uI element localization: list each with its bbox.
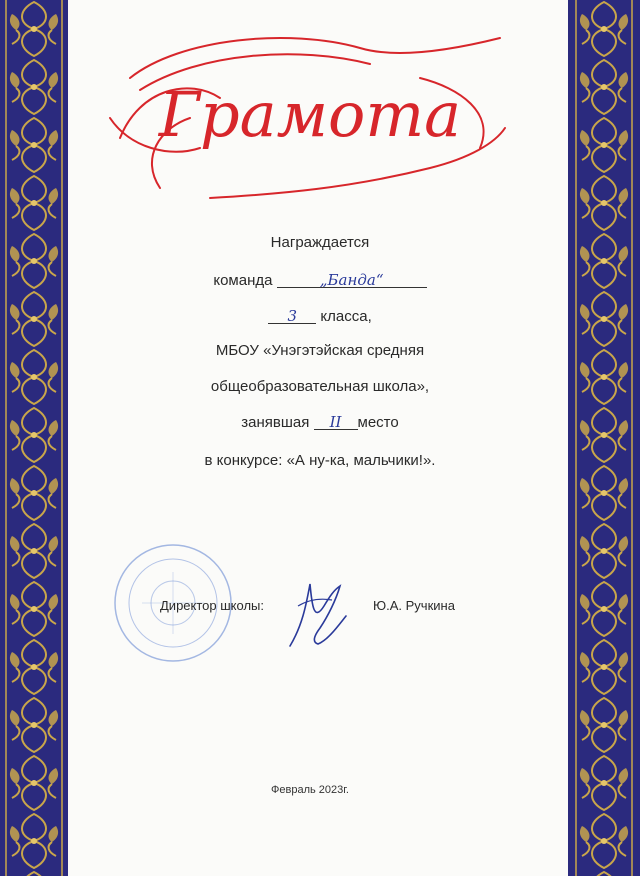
right-ornament-pattern — [568, 0, 640, 876]
signature-role: Директор школы: — [160, 598, 264, 613]
left-ornamental-border — [0, 0, 68, 876]
director-name: Ю.А. Ручкина — [373, 598, 455, 613]
title-text: Грамота — [158, 78, 462, 151]
right-ornamental-border — [568, 0, 640, 876]
team-line — [100, 272, 540, 289]
contest-line — [100, 452, 540, 469]
contest-text: в конкурсе: «А ну-ка, мальчики!». — [204, 452, 436, 469]
school-line-1 — [100, 342, 540, 359]
team-label: команда — [213, 272, 273, 289]
school-text-1: МБОУ «Унэгэтэйская средняя — [215, 342, 425, 359]
took-label: занявшая — [241, 414, 310, 431]
school-line-2 — [100, 378, 540, 395]
left-ornament-pattern — [0, 0, 68, 876]
team-name-handwritten: „Банда“ — [277, 273, 427, 288]
place-line — [100, 414, 540, 431]
grade-handwritten: 3 — [268, 309, 316, 324]
grade-label: класса, — [320, 308, 372, 325]
issue-date: Февраль 2023г. — [271, 784, 349, 796]
place-handwritten: II — [314, 415, 358, 430]
director-signature — [284, 576, 354, 652]
grade-line — [100, 308, 540, 325]
certificate-title — [100, 18, 520, 208]
place-label: место — [357, 414, 399, 431]
awarded-line — [100, 234, 540, 251]
school-text-2: общеобразовательная школа», — [210, 378, 430, 395]
awarded-text: Награждается — [270, 234, 370, 251]
